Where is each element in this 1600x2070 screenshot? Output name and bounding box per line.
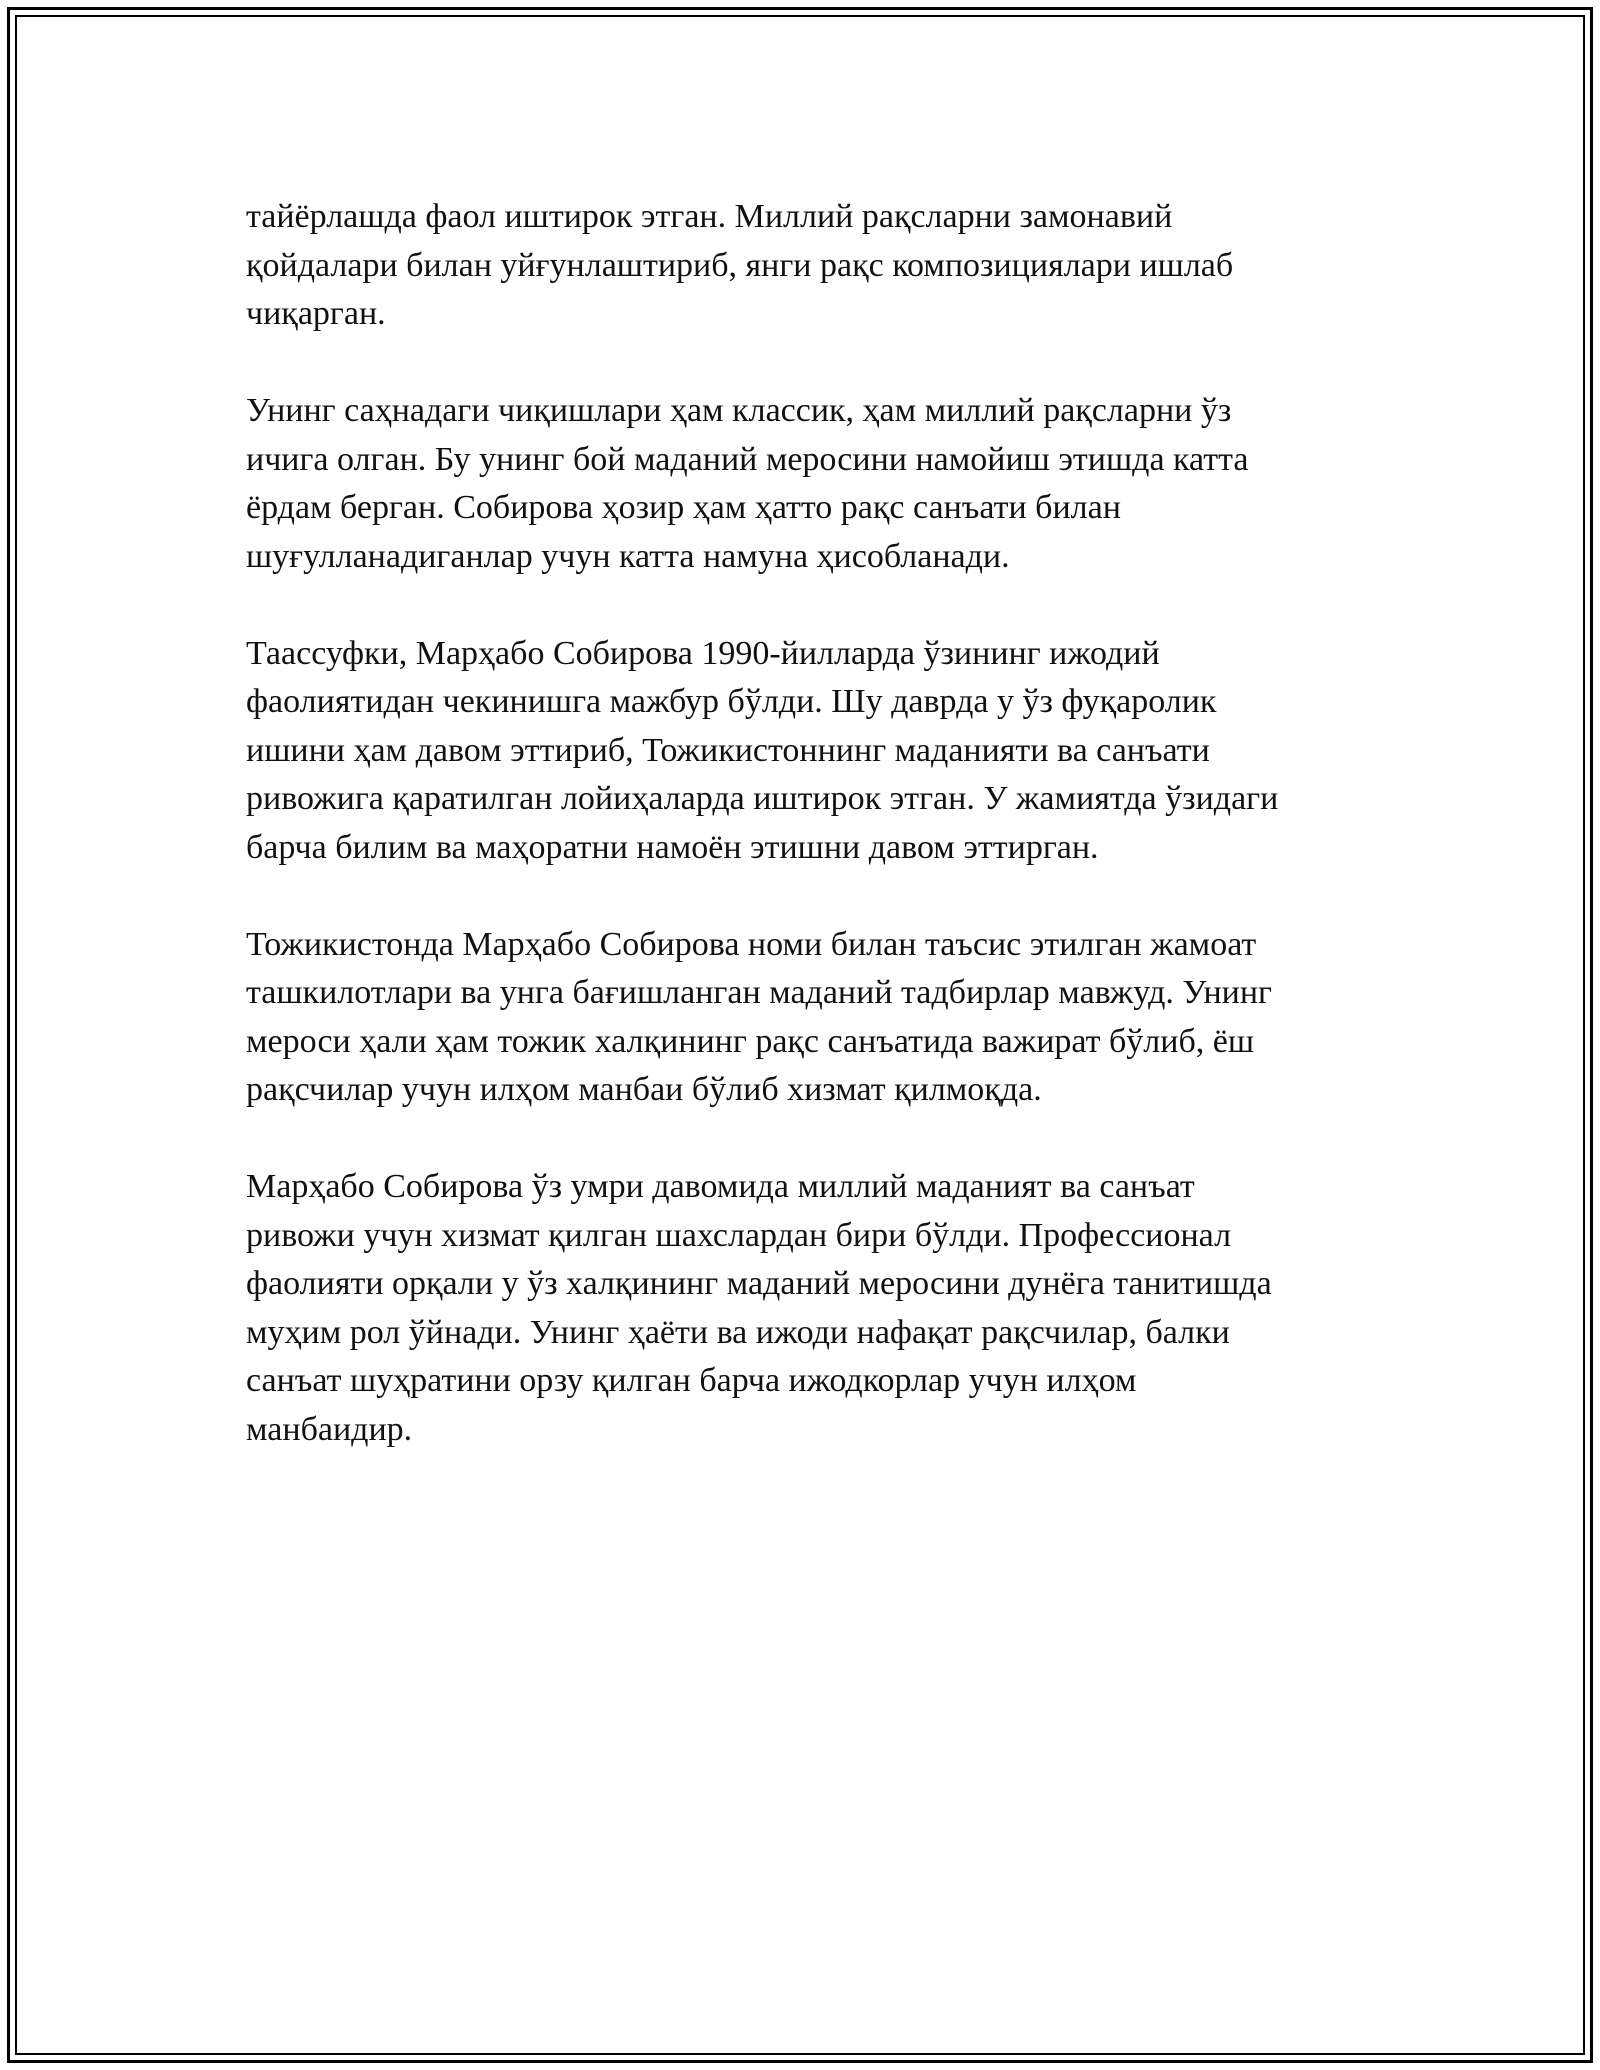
page-border: [7, 7, 1593, 2063]
text-line: манбаидир.: [246, 1410, 413, 1448]
text-line: ташкилотлари ва унга бағишланган маданий тадбирлар мавжуд. Унинг: [246, 974, 1272, 1011]
paragraph-3: [246, 630, 1376, 873]
text-line: ривожи учун хизмат қилган шахслардан бири бўлди. Профессионал: [246, 1216, 1232, 1254]
text-line: Марҳабо Собирова ўз умри давомида миллий маданият ва санъат: [246, 1168, 1195, 1205]
paragraph-1: [246, 193, 1376, 339]
text-line: Тожикистонда Марҳабо Собирова номи билан таъсис этилган жамоат: [246, 925, 1257, 963]
text-line: фаолиятидан чекинишга мажбур бўлди. Шу даврда у ўз фуқаролик: [246, 683, 1217, 720]
paragraph-4: [246, 921, 1376, 1115]
text-line: ёрдам берган. Собирова ҳозир ҳам ҳатто рақс санъати билан: [246, 489, 1121, 526]
text-line: Таассуфки, Марҳабо Собирова 1990-йилларда ўзининг ижодий: [246, 634, 1160, 672]
text-line: рақсчилар учун илҳом манбаи бўлиб хизмат қилмоқда.: [246, 1071, 1042, 1108]
text-line: Унинг саҳнадаги чиқишлари ҳам классик, ҳам миллий рақсларни ўз: [246, 392, 1232, 429]
text-line: чиқарган.: [246, 295, 386, 332]
text-line: ичига олган. Бу унинг бой маданий меросини намойиш этишда катта: [246, 440, 1249, 478]
text-line: санъат шуҳратини орзу қилган барча ижодкорлар учун илҳом: [246, 1362, 1137, 1399]
paragraph-2: [246, 387, 1376, 581]
text-line: қойдалари билан уйғунлаштириб, янги рақс композициялари ишлаб: [246, 246, 1234, 284]
paragraph-5: [246, 1163, 1376, 1454]
text-line: ривожига қаратилган лойиҳаларда иштирок этган. У жамиятда ўзидаги: [246, 780, 1279, 817]
text-line: шуғулланадиганлар учун катта намуна ҳисобланади.: [246, 537, 1010, 575]
text-line: барча билим ва маҳоратни намоён этишни давом эттирган.: [246, 828, 1099, 866]
text-line: тайёрлашда фаол иштирок этган. Миллий рақсларни замонавий: [246, 198, 1173, 235]
text-line: фаолияти орқали у ўз халқининг маданий меросини дунёга танитишда: [246, 1265, 1272, 1302]
text-line: мероси ҳали ҳам тожик халқининг рақс санъатида важират бўлиб, ёш: [246, 1022, 1255, 1060]
text-line: ишини ҳам давом эттириб, Тожикистоннинг маданияти ва санъати: [246, 731, 1210, 769]
document-body: [246, 193, 1376, 1503]
text-line: муҳим рол ўйнади. Унинг ҳаёти ва ижоди нафақат рақсчилар, балки: [246, 1313, 1230, 1351]
